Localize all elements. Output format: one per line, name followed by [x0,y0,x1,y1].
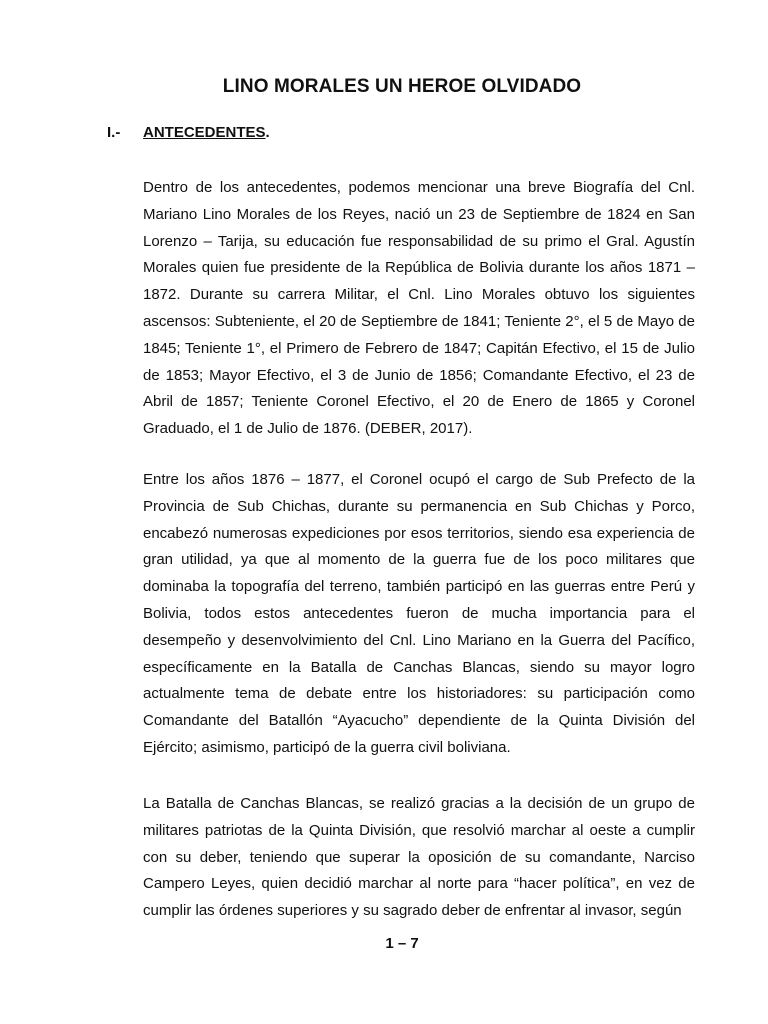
paragraph-battle: La Batalla de Canchas Blancas, se realizó gracias a la decisión de un grupo de militares patriotas de la Quinta División, que resolvió marchar al oeste a cumplir con su deber, teniendo que superar la oposición de su comandante, Narciso Campero Leyes, quien decidió marchar al norte para “hacer política”, en vez de cumplir las órdenes superiores y su sagrado deber de enfrentar al invasor, según [143,795,695,920]
paragraph-career: Entre los años 1876 – 1877, el Coronel ocupó el cargo de Sub Prefecto de la Provincia de Sub Chichas, durante su permanencia en Sub Chichas y Porco, encabezó numerosas expediciones por esos territorios, siendo esa experiencia de gran utilidad, ya que al momento de la guerra fue de los poco militares que dominaba la topografía del terreno, también participó en las guerras entre Perú y Bolivia, todos estos antecedentes fueron de mucha importancia para el desempeño y desenvolvimiento del Cnl. Lino Mariano en la Guerra del Pacífico, específicamente en la Batalla de Canchas Blancas, siendo su mayor logro actualmente tema de debate entre los historiadores: su participación como Comandante del Batallón “Ayacucho” dependiente de la Quinta División del Ejército; asimismo, participó de la guerra civil boliviana. [143,471,695,756]
section-title: ANTECEDENTES [143,124,266,141]
document-title: LINO MORALES UN HEROE OLVIDADO [222,76,582,97]
section-title-period: . [265,124,270,141]
paragraph-biography: Dentro de los antecedentes, podemos mencionar una breve Biografía del Cnl. Mariano Lino Morales de los Reyes, nació un 23 de Septiembre de 1824 en San Lorenzo – Tarija, su educación fue responsabilidad de su primo el Gral. Agustín Morales quien fue presidente de la República de Bolivia durante los años 1871 – 1872. Durante su carrera Militar, el Cnl. Lino Morales obtuvo los siguientes ascensos: Subteniente, el 20 de Septiembre de 1841; Teniente 2°, el 5 de Mayo de 1845; Teniente 1°, el Primero de Febrero de 1847; Capitán Efectivo, el 15 de Julio de 1853; Mayor Efectivo, el 3 de Junio de 1856; Comandante Efectivo, el 23 de Abril de 1857; Teniente Coronel Efectivo, el 20 de Enero de 1865 y Coronel Graduado, el 1 de Julio de 1876. (DEBER, 2017). [143,179,695,438]
section-number: I.- [107,124,121,141]
section-heading [107,124,270,141]
page-number: 1 – 7 [385,935,419,952]
section-title-wrap [143,124,270,141]
